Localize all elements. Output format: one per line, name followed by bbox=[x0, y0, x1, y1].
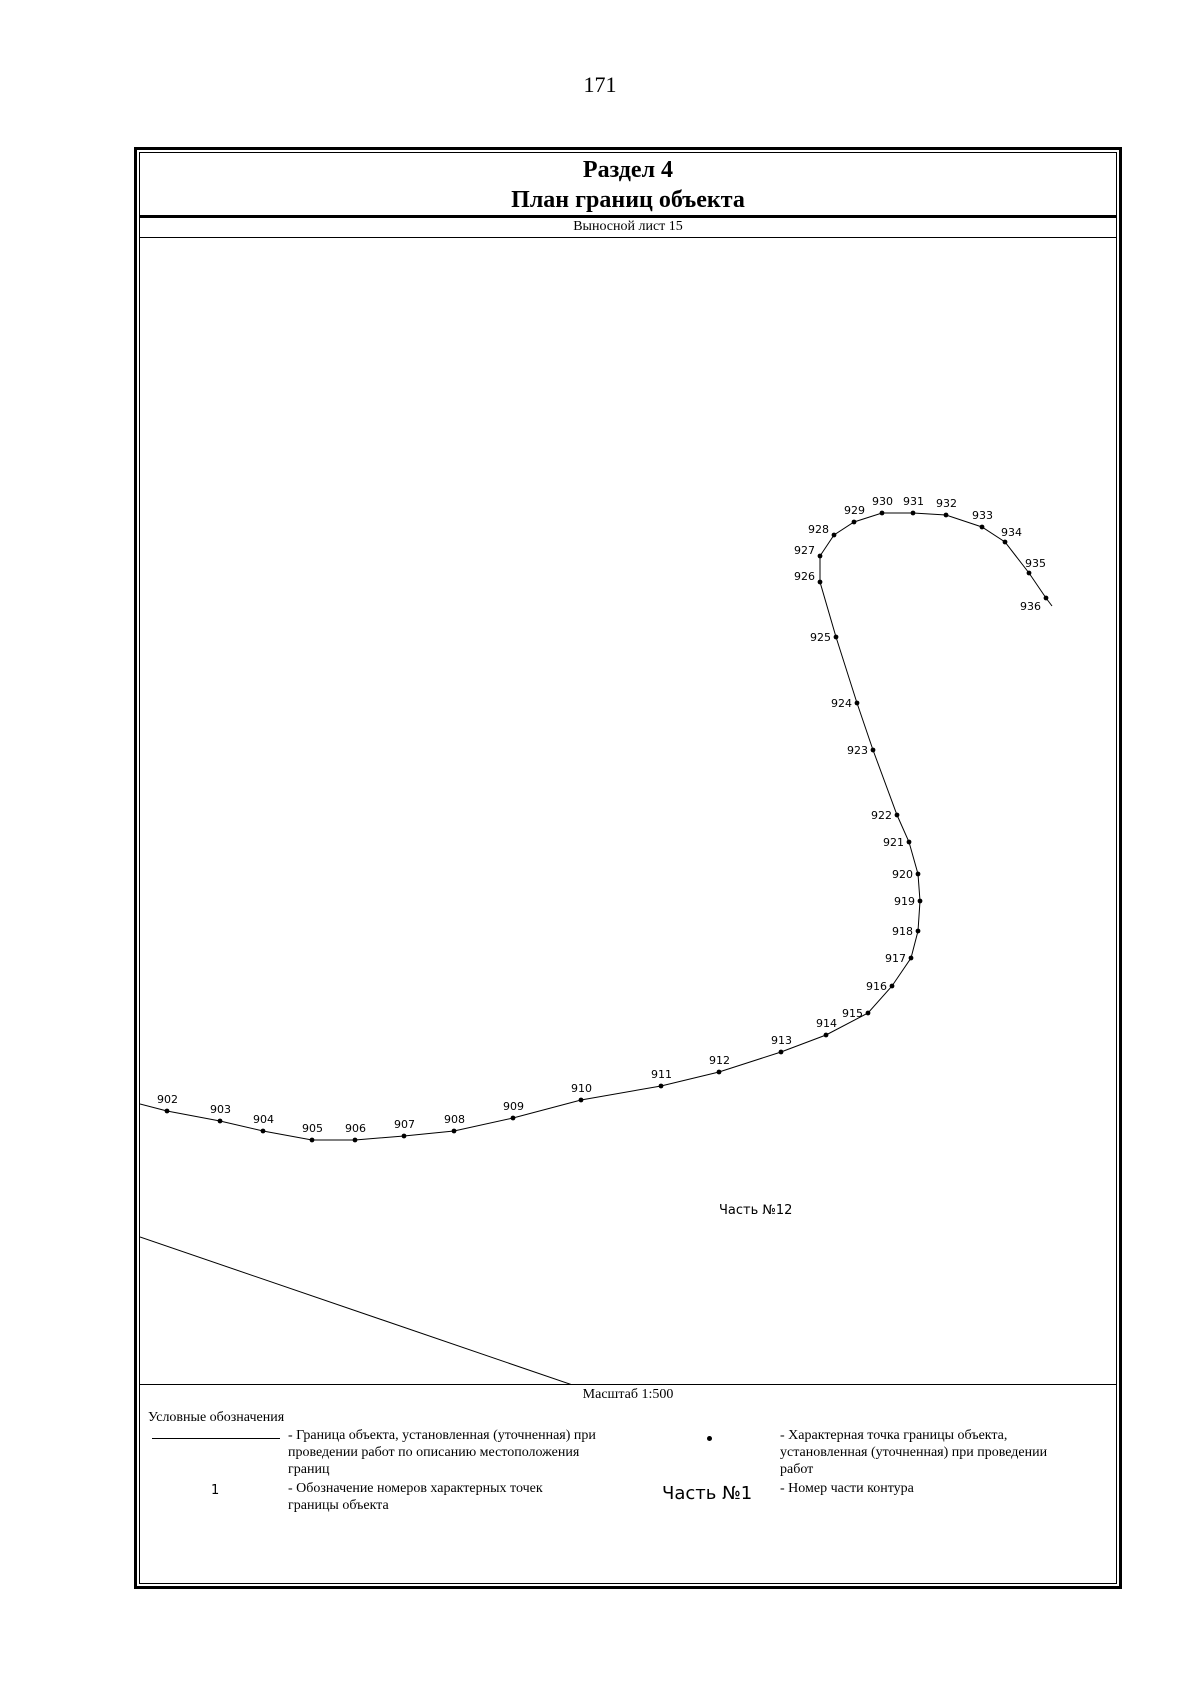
point-904 bbox=[261, 1129, 266, 1134]
point-925 bbox=[834, 635, 839, 640]
point-label-903: 903 bbox=[210, 1103, 231, 1116]
point-label-934: 934 bbox=[1001, 526, 1022, 539]
map-area bbox=[140, 238, 1116, 1384]
legend-part-desc: - Номер части контура bbox=[780, 1481, 914, 1496]
legend-title: Условные обозначения bbox=[148, 1410, 285, 1425]
point-912 bbox=[717, 1070, 722, 1075]
legend-point-sample bbox=[707, 1436, 712, 1441]
part-label: Часть №12 bbox=[719, 1203, 793, 1218]
point-932 bbox=[944, 513, 949, 518]
object-boundary-line bbox=[167, 513, 1046, 1140]
plan-title: План границ объекта bbox=[511, 187, 745, 213]
point-label-920: 920 bbox=[892, 868, 913, 881]
point-label-916: 916 bbox=[866, 980, 887, 993]
point-label-924: 924 bbox=[831, 697, 852, 710]
point-label-931: 931 bbox=[903, 495, 924, 508]
point-914 bbox=[824, 1033, 829, 1038]
point-label-905: 905 bbox=[302, 1122, 323, 1135]
point-label-936: 936 bbox=[1020, 600, 1041, 613]
point-928 bbox=[832, 533, 837, 538]
point-915 bbox=[866, 1011, 871, 1016]
point-label-935: 935 bbox=[1025, 557, 1046, 570]
boundary-map bbox=[140, 238, 1116, 1384]
point-916 bbox=[890, 984, 895, 989]
header bbox=[140, 153, 1116, 218]
point-label-904: 904 bbox=[253, 1113, 274, 1126]
point-label-928: 928 bbox=[808, 523, 829, 536]
legend-boundary-line-desc: - Граница объекта, установленная (уточненная) при проведении работ по описанию местоположения границ bbox=[288, 1428, 596, 1477]
point-911 bbox=[659, 1084, 664, 1089]
point-label-922: 922 bbox=[871, 809, 892, 822]
point-label-911: 911 bbox=[651, 1068, 672, 1081]
point-label-915: 915 bbox=[842, 1007, 863, 1020]
point-903 bbox=[218, 1119, 223, 1124]
point-922 bbox=[895, 813, 900, 818]
point-label-929: 929 bbox=[844, 504, 865, 517]
point-label-926: 926 bbox=[794, 570, 815, 583]
point-933 bbox=[980, 525, 985, 530]
characteristic-points bbox=[157, 495, 1048, 1142]
point-927 bbox=[818, 554, 823, 559]
point-908 bbox=[452, 1129, 457, 1134]
legend-point-desc: - Характерная точка границы объекта, установленная (уточненная) при проведении работ bbox=[780, 1428, 1048, 1477]
scale-label: Масштаб 1:500 bbox=[140, 1384, 1116, 1405]
point-910 bbox=[579, 1098, 584, 1103]
point-924 bbox=[855, 701, 860, 706]
point-label-913: 913 bbox=[771, 1034, 792, 1047]
point-label-919: 919 bbox=[894, 895, 915, 908]
point-label-918: 918 bbox=[892, 925, 913, 938]
point-919 bbox=[918, 899, 923, 904]
point-label-907: 907 bbox=[394, 1118, 415, 1131]
point-label-923: 923 bbox=[847, 744, 868, 757]
point-923 bbox=[871, 748, 876, 753]
point-label-927: 927 bbox=[794, 544, 815, 557]
neighbor-boundary-line bbox=[140, 1237, 707, 1384]
legend-part-sample: Часть №1 bbox=[662, 1483, 753, 1504]
plan-frame bbox=[134, 147, 1122, 1589]
point-label-914: 914 bbox=[816, 1017, 837, 1030]
point-918 bbox=[916, 929, 921, 934]
point-label-925: 925 bbox=[810, 631, 831, 644]
point-926 bbox=[818, 580, 823, 585]
point-label-921: 921 bbox=[883, 836, 904, 849]
point-909 bbox=[511, 1116, 516, 1121]
section-title: Раздел 4 bbox=[582, 157, 674, 183]
page-number: 171 bbox=[583, 72, 617, 97]
point-907 bbox=[402, 1134, 407, 1139]
point-931 bbox=[911, 511, 916, 516]
point-921 bbox=[907, 840, 912, 845]
point-920 bbox=[916, 872, 921, 877]
point-906 bbox=[353, 1138, 358, 1143]
point-934 bbox=[1003, 540, 1008, 545]
point-935 bbox=[1027, 571, 1032, 576]
point-label-932: 932 bbox=[936, 497, 957, 510]
point-label-912: 912 bbox=[709, 1054, 730, 1067]
point-902 bbox=[165, 1109, 170, 1114]
legend-number-sample: 1 bbox=[211, 1483, 220, 1498]
sheet-label: Выносной лист 15 bbox=[140, 217, 1116, 238]
point-label-933: 933 bbox=[972, 509, 993, 522]
point-917 bbox=[909, 956, 914, 961]
point-label-910: 910 bbox=[571, 1082, 592, 1095]
point-label-902: 902 bbox=[157, 1093, 178, 1106]
point-905 bbox=[310, 1138, 315, 1143]
point-label-917: 917 bbox=[885, 952, 906, 965]
point-label-908: 908 bbox=[444, 1113, 465, 1126]
point-913 bbox=[779, 1050, 784, 1055]
point-label-930: 930 bbox=[872, 495, 893, 508]
plan-frame-inner bbox=[139, 152, 1117, 1584]
point-929 bbox=[852, 520, 857, 525]
legend-boundary-line-sample bbox=[152, 1438, 280, 1439]
legend-number-desc: - Обозначение номеров характерных точек границы объекта bbox=[288, 1481, 543, 1513]
point-label-906: 906 bbox=[345, 1122, 366, 1135]
point-label-909: 909 bbox=[503, 1100, 524, 1113]
point-936 bbox=[1044, 596, 1049, 601]
point-930 bbox=[880, 511, 885, 516]
